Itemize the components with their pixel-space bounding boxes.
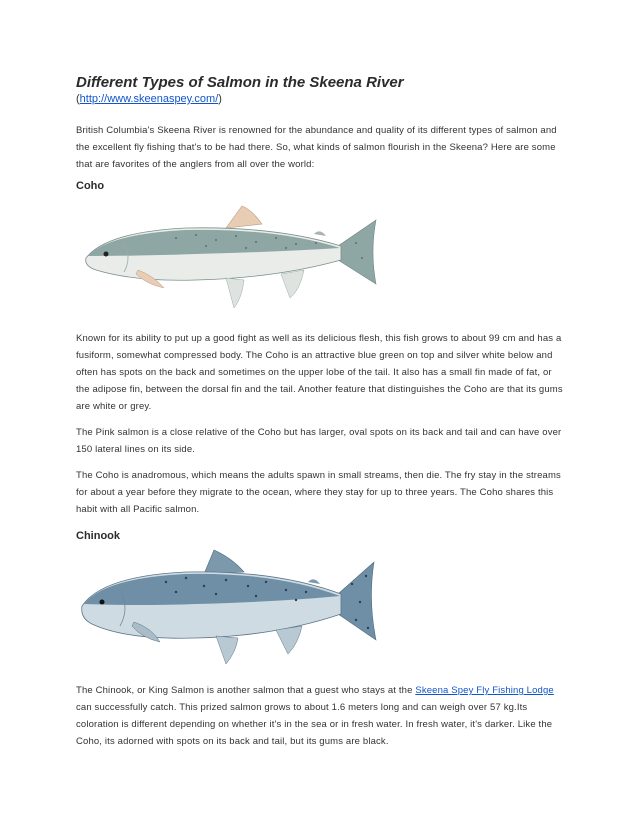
intro-paragraph: British Columbia's Skeena River is renowned for the abundance and quality of its different types of salmon and the excellent fly fishing that's to be had there. So, what kinds of salmon flourish in the Skeena? Here are some that are favorites of the anglers from all over the world: [76,125,557,170]
chinook-text-before-link: The Chinook, or King Salmon is another salmon that a guest who stays at the [76,685,416,696]
document-title: Different Types of Salmon in the Skeena River [76,74,404,91]
chinook-paragraph [76,682,566,750]
chinook-text-after-link: can successfully catch. This prized salmon grows to about 1.6 meters long and can weigh over 57 kg.Its coloration is different depending on whether it's in the sea or in fresh water. In fresh water, it's darker. Like the Coho, its adorned with spots on its back and tail, but its gums are black. [76,702,553,747]
source-url-link[interactable]: http://www.skeenaspey.com/ [79,93,219,105]
coho-salmon-image [76,198,386,318]
source-open-paren: ( [76,93,80,105]
skeena-spey-lodge-link[interactable]: Skeena Spey Fly Fishing Lodge [415,685,554,696]
coho-paragraph-3: The Coho is anadromous, which means the adults spawn in small streams, then die. The fry stay in the streams for about a year before they migrate to the ocean, where they stay for up to three years. The Coho shares this habit with all Pacific salmon. [76,470,561,515]
chinook-heading: Chinook [76,530,120,542]
chinook-salmon-image [76,548,386,668]
source-line [76,93,222,105]
coho-heading: Coho [76,180,105,192]
coho-paragraph-1: Known for its ability to put up a good fight as well as its delicious flesh, this fish grows to about 99 cm and has a fusiform, somewhat compressed body. The Coho is an attractive blue green on top and silver white below and often has spots on the back and sometimes on the upper lobe of the tail. It also has a small fin made of fat, or the adipose fin, between the dorsal fin and the tail. Another feature that distinguishes the Coho are that its gums are white or grey. [76,333,563,412]
source-close-paren: ) [218,93,222,105]
coho-paragraph-2: The Pink salmon is a close relative of the Coho but has larger, oval spots on its back and tail and can have over 150 lateral lines on its side. [76,427,562,455]
